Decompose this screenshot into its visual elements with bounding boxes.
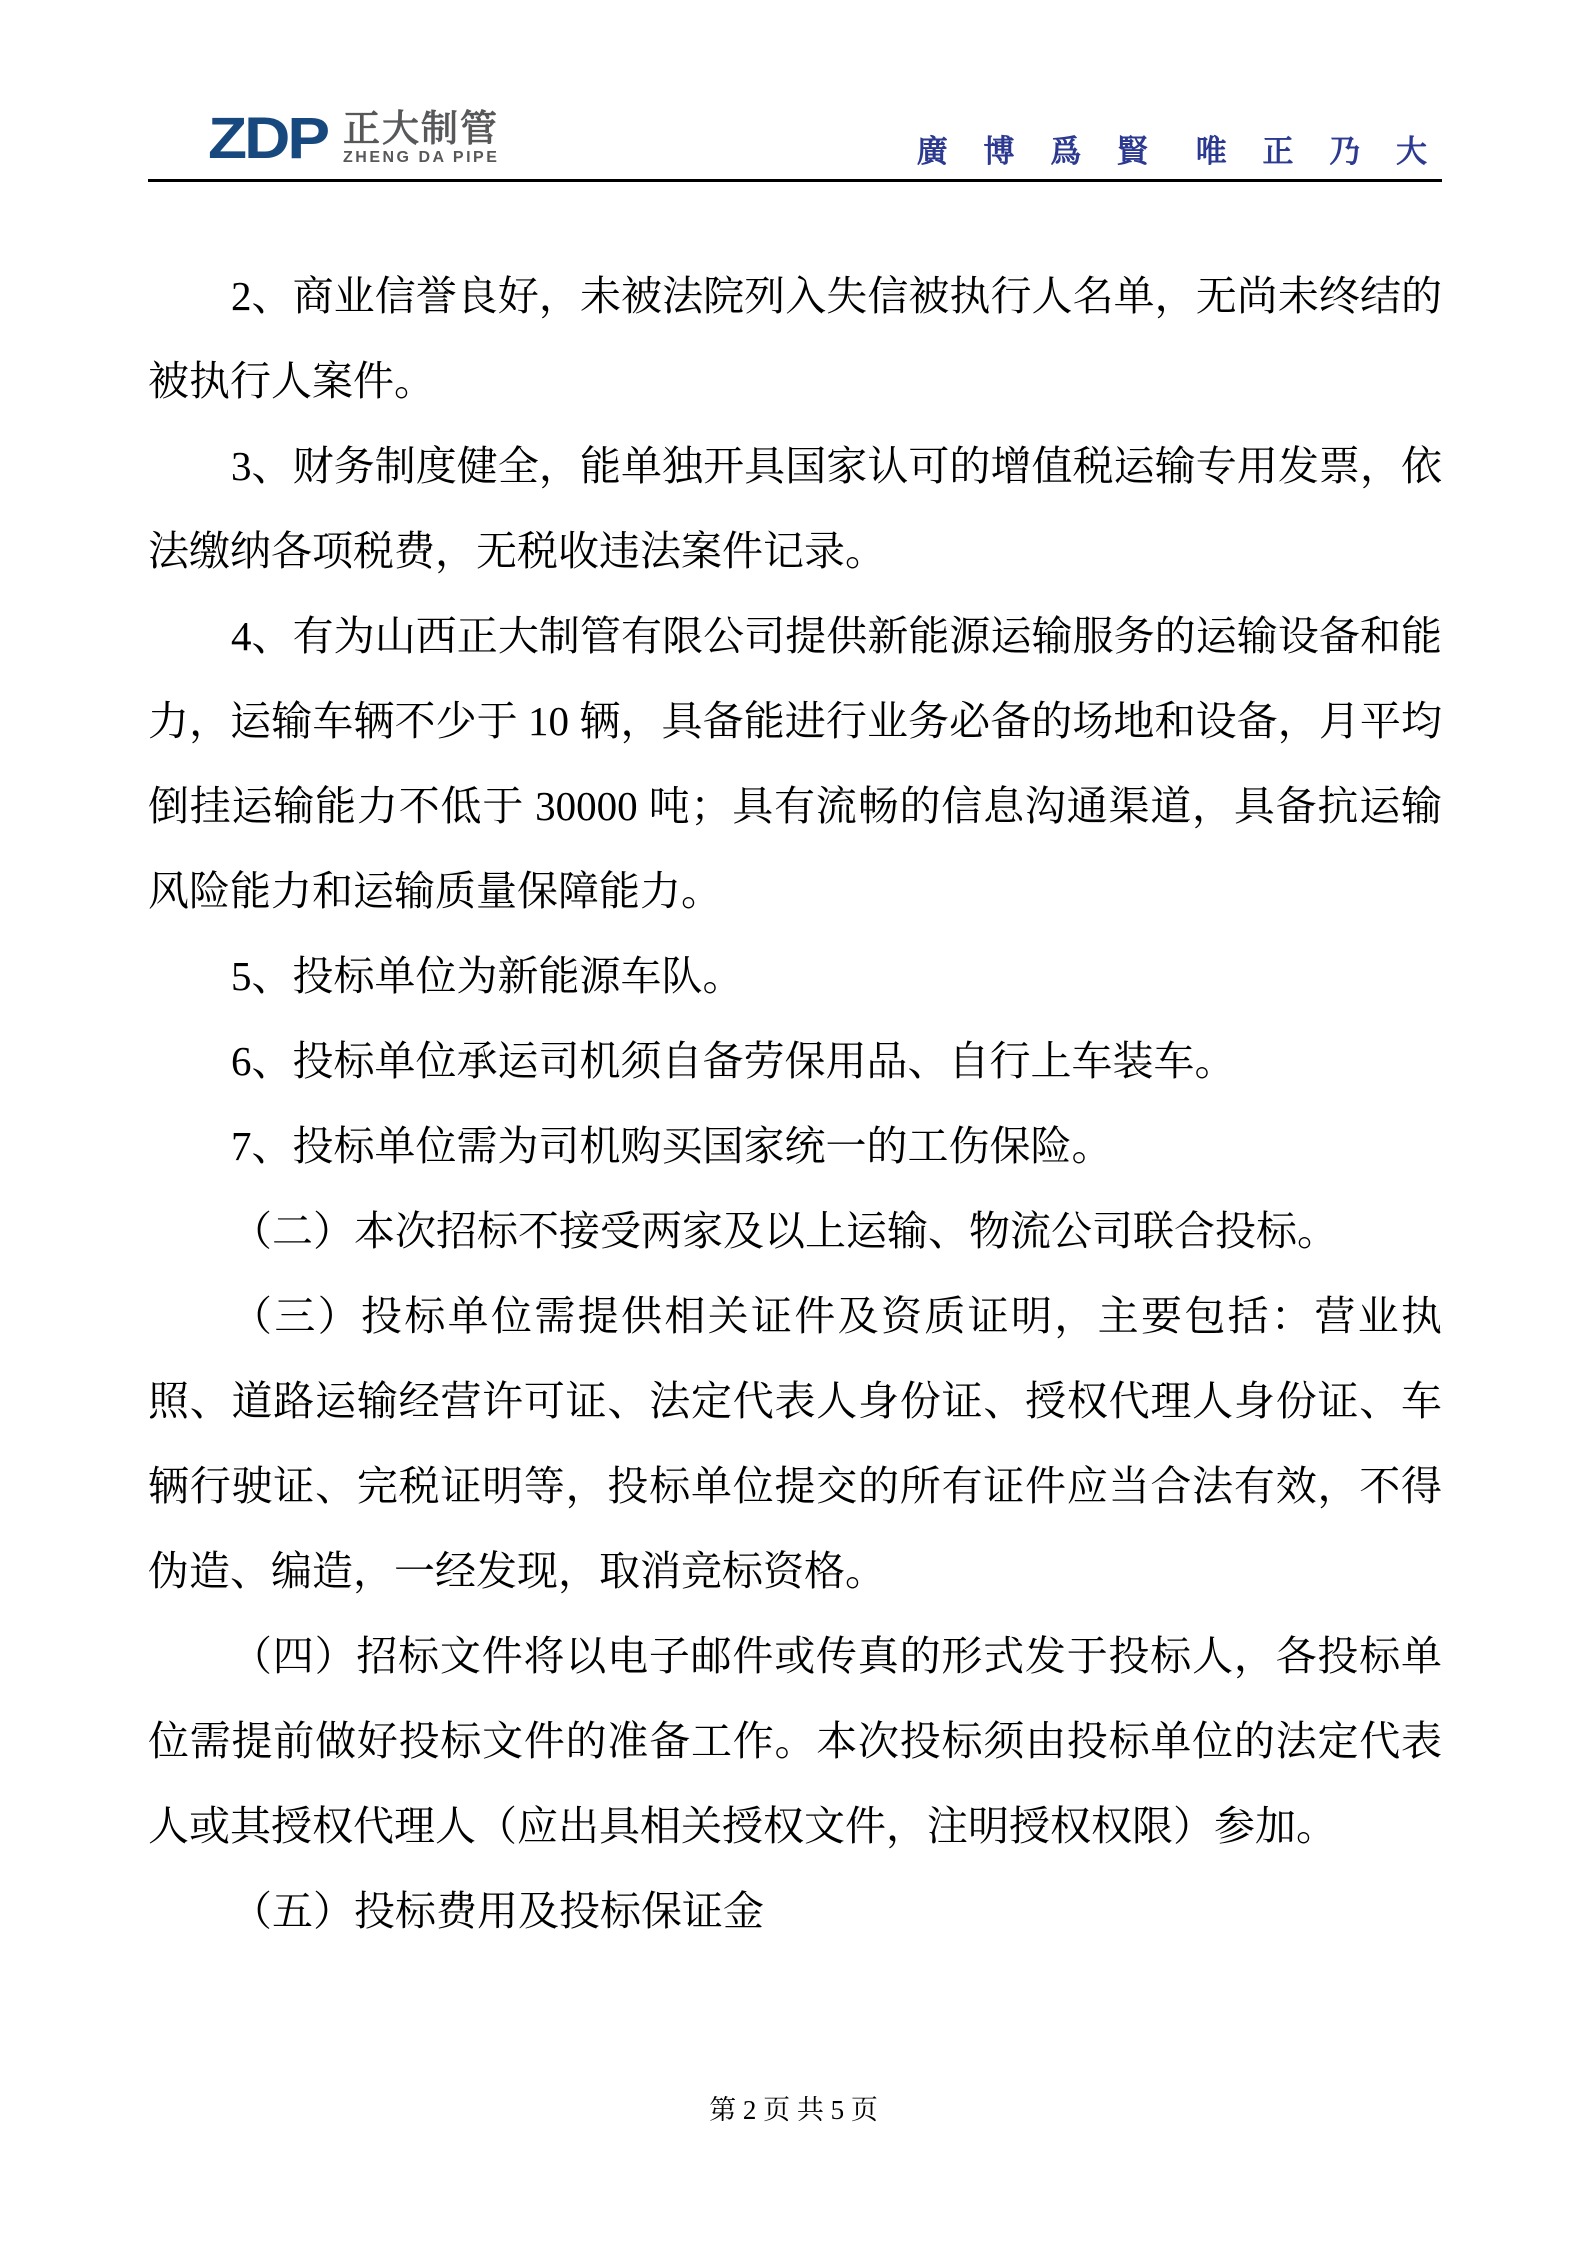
- slogan-phrase-2: 唯 正 乃 大: [1195, 134, 1441, 169]
- body-paragraph: （二）本次招标不接受两家及以上运输、物流公司联合投标。: [231, 1208, 1338, 1254]
- page-number: 第 2 页 共 5 页: [709, 2095, 878, 2125]
- body-paragraph: 2、商业信誉良好，未被法院列入失信被执行人名单，无尚未终结的被执行人案件。: [148, 273, 1442, 404]
- company-name-cn: 正大制管: [343, 108, 499, 149]
- logo-text-block: [343, 110, 499, 167]
- body-paragraph: 4、有为山西正大制管有限公司提供新能源运输服务的运输设备和能力，运输车辆不少于 10 辆，具备能进行业务必备的场地和设备，月平均倒挂运输能力不低于 30000 吨；具有流畅的信息沟通渠道，具备抗运输风险能力和运输质量保障能力。: [148, 613, 1442, 914]
- body-paragraph: 3、财务制度健全，能单独开具国家认可的增值税运输专用发票，依法缴纳各项税费，无税收违法案件记录。: [148, 443, 1442, 574]
- slogan-phrase-1: 廣 博 爲 賢: [916, 134, 1162, 169]
- company-name-en: ZHENG DA PIPE: [343, 149, 500, 166]
- body-paragraph: （四）招标文件将以电子邮件或传真的形式发于投标人，各投标单位需提前做好投标文件的准备工作。本次投标须由投标单位的法定代表人或其授权代理人（应出具相关授权文件，注明授权权限）参加。: [148, 1633, 1442, 1849]
- header-divider: [148, 179, 1442, 182]
- body-paragraph: 7、投标单位需为司机购买国家统一的工伤保险。: [231, 1123, 1113, 1169]
- body-paragraph: 5、投标单位为新能源车队。: [231, 953, 744, 999]
- body-paragraph: （五）投标费用及投标保证金: [231, 1888, 764, 1934]
- company-logo: [208, 104, 500, 172]
- company-slogan: [917, 126, 1441, 171]
- zdp-logo-icon: ZDP: [208, 104, 327, 172]
- body-paragraph: （三）投标单位需提供相关证件及资质证明，主要包括：营业执照、道路运输经营许可证、法定代表人身份证、授权代理人身份证、车辆行驶证、完税证明等，投标单位提交的所有证件应当合法有效，不得伪造、编造，一经发现，取消竞标资格。: [148, 1293, 1442, 1594]
- document-body: [148, 254, 1442, 1954]
- body-paragraph: 6、投标单位承运司机须自备劳保用品、自行上车装车。: [231, 1038, 1236, 1084]
